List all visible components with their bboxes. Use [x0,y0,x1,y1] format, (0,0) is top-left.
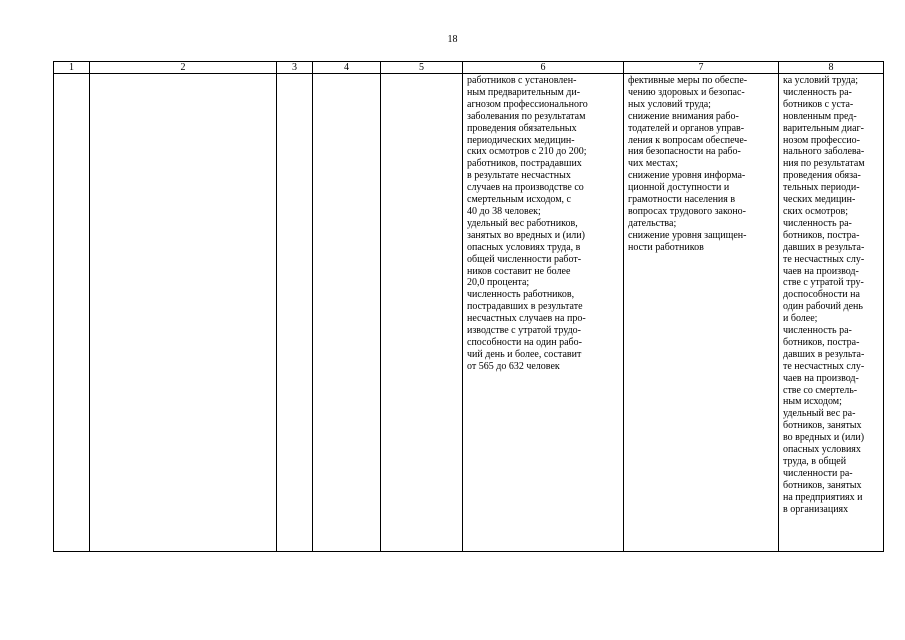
cell-line: чих местах; [628,158,679,170]
cell-line: смертельным исходом, с [467,194,571,206]
cell-line: новленным пред- [783,110,857,122]
col-header-6: 6 [463,62,624,74]
cell-col-4 [313,74,381,552]
cell-line: тельных периоди- [783,182,860,194]
cell-line: ным исходом; [783,396,842,408]
cell-col-8 [779,74,884,552]
cell-line: удельный вес ра- [783,408,856,420]
cell-line: чаев на производ- [783,372,859,384]
cell-line: во вредных и (или) [783,432,865,444]
cell-line: ников составит не более [467,265,571,277]
col-header-7: 7 [624,62,779,74]
cell-line: стве со смертель- [783,384,858,396]
cell-line: численность ра- [783,325,852,337]
cell-line: ских осмотров с 210 до 200; [467,146,587,158]
cell-line: нозом профессио- [783,134,860,146]
cell-line: снижение уровня информа- [628,170,746,182]
cell-line: работников, пострадавших [467,158,582,170]
cell-line: изводстве с утратой трудо- [467,325,582,337]
col-header-2: 2 [90,62,277,74]
cell-line: пострадавших в результате [467,301,583,313]
cell-line: вопросах трудового законо- [628,205,746,217]
cell-line: стве с утратой тру- [783,277,864,289]
cell-line: варительным диаг- [783,122,864,134]
cell-line: заболевания по результатам [467,110,586,122]
cell-line: ных условий труда; [628,98,711,110]
cell-line: ка условий труда; [783,75,859,86]
cell-line: ционной доступности и [628,182,730,194]
cell-line: 40 до 38 человек; [467,205,541,217]
cell-col-6 [463,74,624,552]
cell-line: в организациях [783,503,849,515]
cell-line: чий день и более, составит [467,348,582,360]
cell-col-1 [54,74,90,552]
cell-line: чению здоровых и безопас- [628,86,745,98]
cell-line: удельный вес работников, [467,217,578,229]
cell-line: занятых во вредных и (или) [467,229,585,241]
cell-line: грамотности населения в [628,194,736,206]
cell-line: численность работников, [467,289,575,301]
cell-line: способности на один рабо- [467,336,582,348]
cell-line: ботников, занятых [783,479,862,491]
cell-col-5 [381,74,463,552]
cell-line: ческих медицин- [783,194,856,206]
cell-line: общей численности работ- [467,253,582,265]
cell-line: снижение внимания рабо- [628,110,739,122]
cell-line: те несчастных слу- [783,253,865,265]
cell-line: те несчастных слу- [783,360,865,372]
cell-line: периодических медицин- [467,134,575,146]
cell-line: ным предварительным ди- [467,86,581,98]
cell-line: 20,0 процента; [467,277,530,289]
col-header-1: 1 [54,62,90,74]
data-table [53,61,884,552]
cell-line: ности работников [628,241,704,253]
cell-col-2 [90,74,277,552]
cell-line: ботников с уста- [783,98,854,110]
cell-line: ботников, постра- [783,229,860,241]
cell-col-7 [624,74,779,552]
cell-line: нального заболева- [783,146,865,158]
cell-line: один рабочий день [783,301,863,313]
cell-line: давших в результа- [783,348,865,360]
cell-line: от 565 до 632 человек [467,360,560,372]
cell-line: случаев на производстве со [467,182,584,194]
cell-line: фективные меры по обеспе- [628,75,748,86]
cell-line: численности ра- [783,467,853,479]
cell-line: опасных условиях труда, в [467,241,581,253]
cell-line: давших в результа- [783,241,865,253]
cell-line: опасных условиях [783,444,861,456]
col-header-3: 3 [277,62,313,74]
cell-line: и более; [783,313,818,325]
cell-line: чаев на производ- [783,265,859,277]
page-number: 18 [447,34,458,45]
cell-line: несчастных случаев на про- [467,313,586,325]
cell-line: ления к вопросам обеспече- [628,134,748,146]
col8-text [779,74,883,516]
cell-line: численность ра- [783,217,852,229]
cell-line: доспособности на [783,289,860,301]
cell-line: на предприятиях и [783,491,863,503]
cell-line: проведения обяза- [783,170,861,182]
cell-line: агнозом профессионального [467,98,588,110]
cell-line: тодателей и органов управ- [628,122,745,134]
col-header-4: 4 [313,62,381,74]
cell-line: ских осмотров; [783,205,849,217]
cell-line: дательства; [628,217,677,229]
header-row [54,62,884,74]
cell-line: снижение уровня защищен- [628,229,747,241]
cell-line: труда, в общей [783,456,847,467]
cell-line: работников с установлен- [467,75,577,86]
cell-line: ботников, занятых [783,420,862,432]
col7-text [624,74,778,254]
table-row [54,74,884,552]
cell-line: численность ра- [783,86,852,98]
cell-line: проведения обязательных [467,122,577,134]
cell-line: ния безопасности на рабо- [628,146,741,158]
cell-line: ния по результатам [783,158,865,170]
col-header-8: 8 [779,62,884,74]
col-header-5: 5 [381,62,463,74]
col6-text [463,74,623,373]
cell-line: в результате несчастных [467,170,571,182]
cell-col-3 [277,74,313,552]
cell-line: ботников, постра- [783,336,860,348]
